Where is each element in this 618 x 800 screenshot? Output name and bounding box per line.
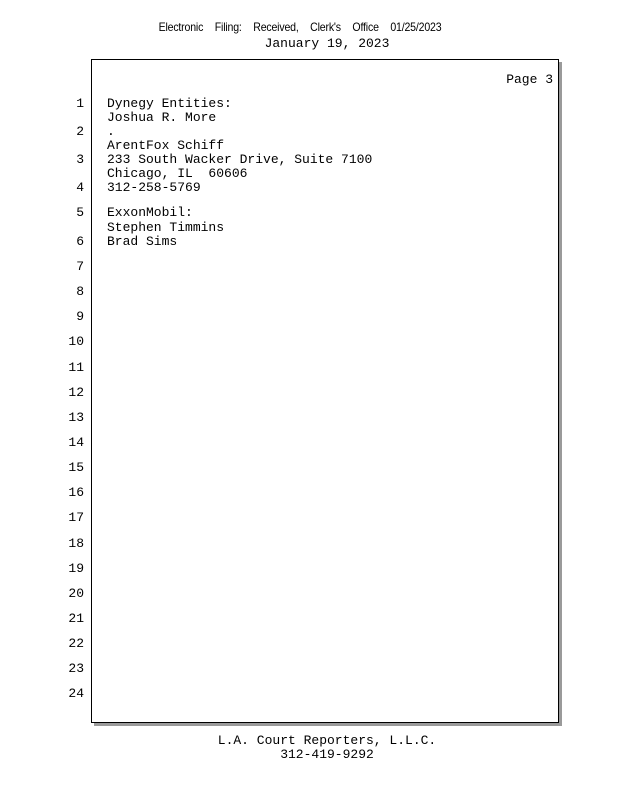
line-number: 17 — [68, 510, 84, 525]
line-number: 22 — [68, 636, 84, 651]
line-number: 23 — [68, 661, 84, 676]
line-number: 1 — [76, 96, 84, 111]
line-number: 2 — [76, 124, 84, 139]
text-line: Chicago, IL 60606 — [107, 166, 248, 181]
text-line: 233 South Wacker Drive, Suite 7100 — [107, 152, 373, 167]
text-line: . — [107, 124, 115, 139]
text-line: 312-258-5769 — [107, 180, 201, 195]
line-number: 24 — [68, 686, 84, 701]
line-number: 12 — [68, 385, 84, 400]
line-number: 8 — [76, 284, 84, 299]
line-number: 18 — [68, 536, 84, 551]
line-number: 6 — [76, 234, 84, 249]
text-line: ExxonMobil: — [107, 205, 193, 220]
footer-company: L.A. Court Reporters, L.L.C. — [217, 733, 437, 748]
line-number: 16 — [68, 485, 84, 500]
line-number: 11 — [68, 360, 84, 375]
line-number: 7 — [76, 259, 84, 274]
line-number: 5 — [76, 205, 84, 220]
line-number: 20 — [68, 586, 84, 601]
line-number: 19 — [68, 561, 84, 576]
page-number: Page 3 — [506, 72, 553, 87]
text-line: Dynegy Entities: — [107, 96, 232, 111]
line-number: 15 — [68, 460, 84, 475]
line-number: 13 — [68, 410, 84, 425]
line-number: 21 — [68, 611, 84, 626]
text-line: Stephen Timmins — [107, 220, 225, 235]
text-line: Brad Sims — [107, 234, 178, 249]
footer-phone: 312-419-9292 — [280, 747, 374, 762]
filing-stamp: Electronic Filing: Received, Clerk's Office 01/25/2023 — [158, 20, 442, 34]
line-number: 14 — [68, 435, 84, 450]
hearing-date: January 19, 2023 — [264, 36, 390, 51]
text-line: ArentFox Schiff — [107, 138, 225, 153]
line-number: 4 — [76, 180, 84, 195]
line-number: 3 — [76, 152, 84, 167]
line-number: 10 — [68, 334, 84, 349]
text-line: Joshua R. More — [107, 110, 217, 125]
line-number: 9 — [76, 309, 84, 324]
